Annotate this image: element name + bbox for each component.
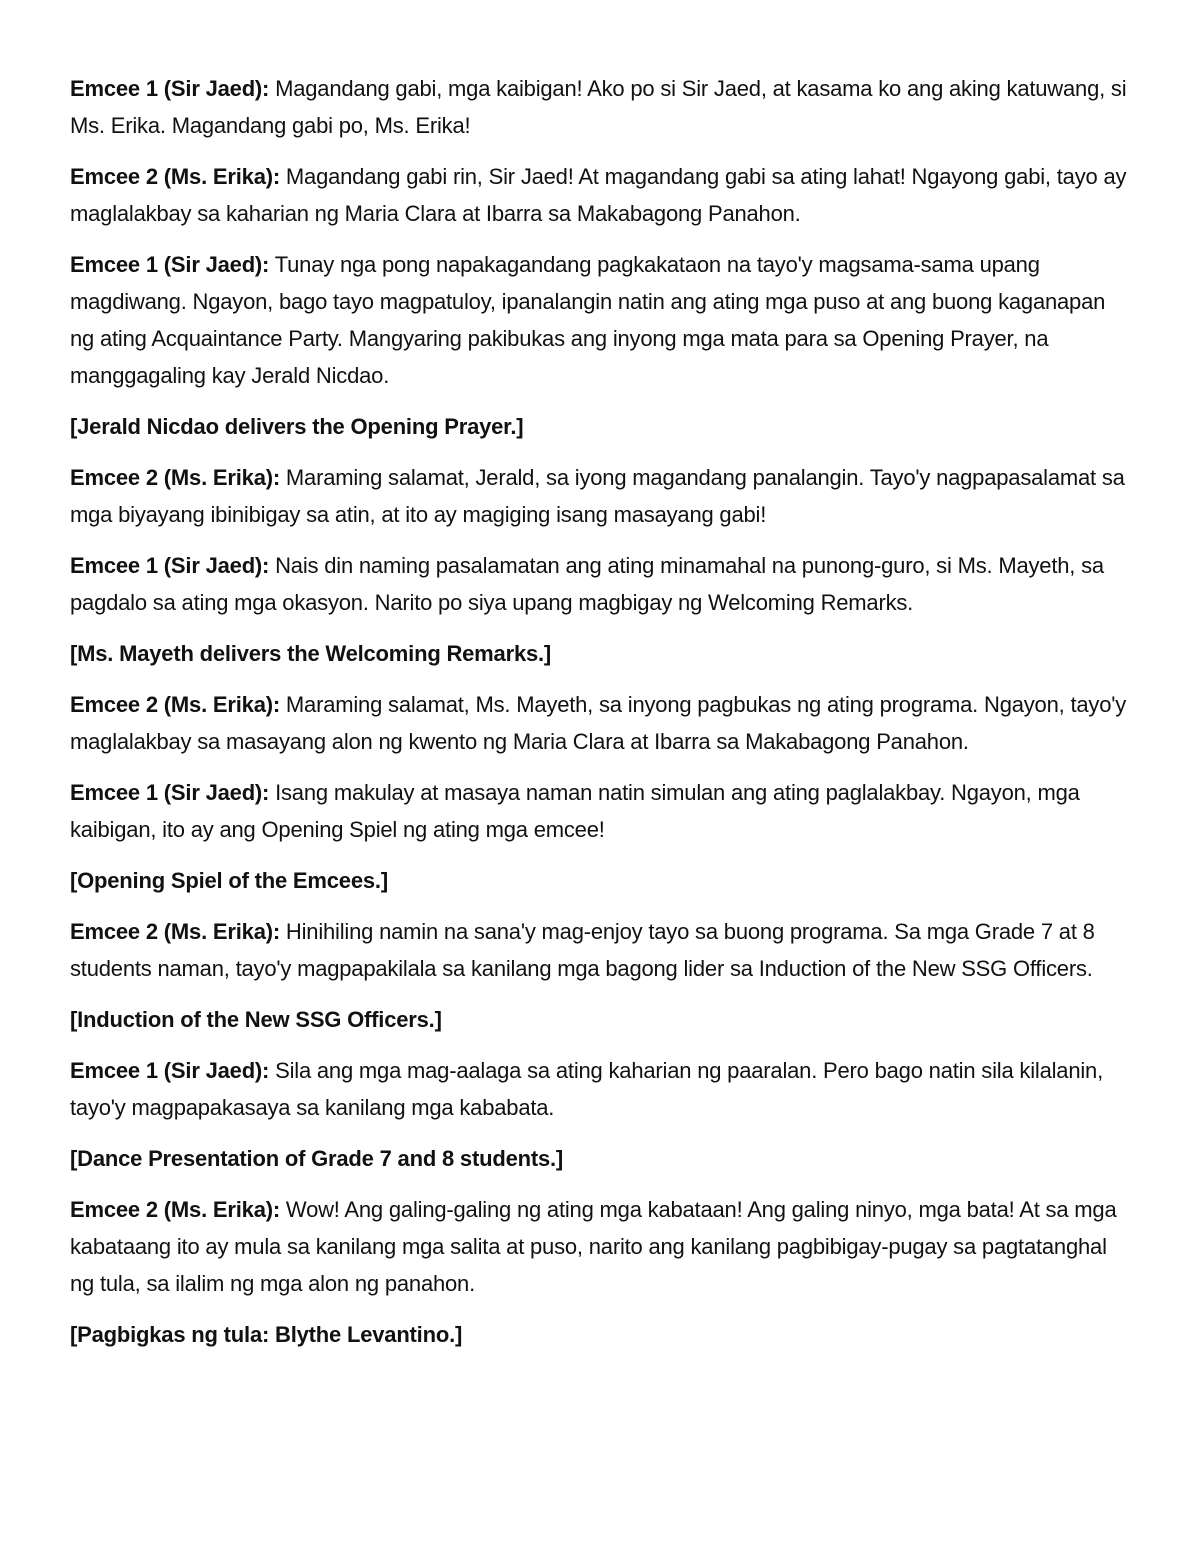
dialogue-paragraph (70, 70, 1132, 144)
speaker-label: Emcee 2 (Ms. Erika): (70, 919, 280, 944)
stage-direction-text: [Ms. Mayeth delivers the Welcoming Remarks.] (70, 641, 552, 666)
dialogue-paragraph (70, 158, 1132, 232)
speaker-label: Emcee 1 (Sir Jaed): (70, 252, 270, 277)
dialogue-text: Nais din naming pasalamatan ang ating minamahal na punong-guro, si Ms. Mayeth, sa pagdalo sa ating mga okasyon. Narito po siya upang magbigay ng Welcoming Remarks. (70, 553, 1104, 615)
stage-direction (70, 1316, 1132, 1353)
document-page (70, 70, 1132, 1367)
dialogue-text: Tunay nga pong napakagandang pagkakataon na tayo'y magsama-sama upang magdiwang. Ngayon, bago tayo magpatuloy, ipanalangin natin ang ating mga puso at ang buong kaganapan ng ating Acquaintance Party. Mangyaring pakibukas ang inyong mga mata para sa Opening Prayer, na manggagaling kay Jerald Nicdao. (70, 252, 1106, 388)
stage-direction (70, 862, 1132, 899)
dialogue-text: Wow! Ang galing-galing ng ating mga kabataan! Ang galing ninyo, mga bata! At sa mga kabataang ito ay mula sa kanilang mga salita at puso, narito ang kanilang pagbibigay-pugay sa pagtatanghal ng tula, sa ilalim ng mga alon ng panahon. (70, 1197, 1117, 1296)
dialogue-text: Hinihiling namin na sana'y mag-enjoy tayo sa buong programa. Sa mga Grade 7 at 8 students naman, tayo'y magpapakilala sa kanilang mga bagong lider sa Induction of the New SSG Officers. (70, 919, 1095, 981)
dialogue-paragraph (70, 246, 1132, 394)
speaker-label: Emcee 2 (Ms. Erika): (70, 692, 280, 717)
speaker-label: Emcee 2 (Ms. Erika): (70, 1197, 280, 1222)
dialogue-paragraph (70, 913, 1132, 987)
speaker-label: Emcee 1 (Sir Jaed): (70, 553, 270, 578)
stage-direction-text: [Dance Presentation of Grade 7 and 8 students.] (70, 1146, 564, 1171)
dialogue-paragraph (70, 459, 1132, 533)
stage-direction-text: [Jerald Nicdao delivers the Opening Prayer.] (70, 414, 524, 439)
stage-direction (70, 1001, 1132, 1038)
dialogue-paragraph (70, 1191, 1132, 1302)
stage-direction-text: [Opening Spiel of the Emcees.] (70, 868, 388, 893)
dialogue-text: Sila ang mga mag-aalaga sa ating kaharian ng paaralan. Pero bago natin sila kilalanin, tayo'y magpapakasaya sa kanilang mga kababata. (70, 1058, 1104, 1120)
speaker-label: Emcee 1 (Sir Jaed): (70, 780, 270, 805)
dialogue-text: Magandang gabi, mga kaibigan! Ako po si Sir Jaed, at kasama ko ang aking katuwang, si Ms. Erika. Magandang gabi po, Ms. Erika! (70, 76, 1127, 138)
speaker-label: Emcee 1 (Sir Jaed): (70, 76, 270, 101)
stage-direction (70, 635, 1132, 672)
dialogue-paragraph (70, 1052, 1132, 1126)
speaker-label: Emcee 1 (Sir Jaed): (70, 1058, 270, 1083)
dialogue-paragraph (70, 547, 1132, 621)
stage-direction-text: [Pagbigkas ng tula: Blythe Levantino.] (70, 1322, 463, 1347)
stage-direction (70, 408, 1132, 445)
dialogue-text: Maraming salamat, Ms. Mayeth, sa inyong pagbukas ng ating programa. Ngayon, tayo'y maglalakbay sa masayang alon ng kwento ng Maria Clara at Ibarra sa Makabagong Panahon. (70, 692, 1127, 754)
dialogue-paragraph (70, 686, 1132, 760)
speaker-label: Emcee 2 (Ms. Erika): (70, 164, 280, 189)
speaker-label: Emcee 2 (Ms. Erika): (70, 465, 280, 490)
dialogue-text: Magandang gabi rin, Sir Jaed! At magandang gabi sa ating lahat! Ngayong gabi, tayo ay maglalakbay sa kaharian ng Maria Clara at Ibarra sa Makabagong Panahon. (70, 164, 1127, 226)
dialogue-text: Maraming salamat, Jerald, sa iyong magandang panalangin. Tayo'y nagpapasalamat sa mga biyayang ibinibigay sa atin, at ito ay magiging isang masayang gabi! (70, 465, 1125, 527)
stage-direction-text: [Induction of the New SSG Officers.] (70, 1007, 442, 1032)
stage-direction (70, 1140, 1132, 1177)
dialogue-text: Isang makulay at masaya naman natin simulan ang ating paglalakbay. Ngayon, mga kaibigan, ito ay ang Opening Spiel ng ating mga emcee! (70, 780, 1080, 842)
dialogue-paragraph (70, 774, 1132, 848)
